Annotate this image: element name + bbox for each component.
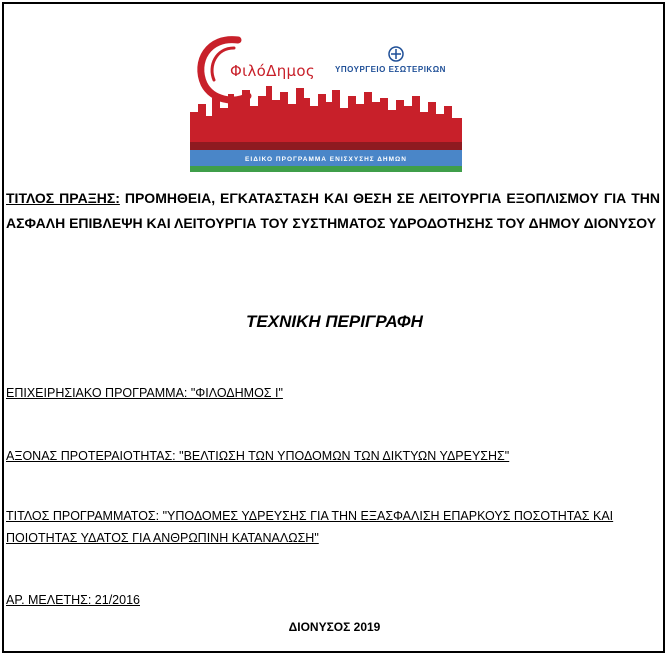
study-number-field: ΑΡ. ΜΕΛΕΤΗΣ: 21/2016 xyxy=(6,593,140,607)
banner-text: ΕΙΔΙΚΟ ΠΡΟΓΡΑΜΜΑ ΕΝΙΣΧΥΣΗΣ ΔΗΜΩΝ xyxy=(245,156,407,163)
filodimos-logo-text: ΦιλόΔημος xyxy=(230,62,315,80)
priority-axis-field: ΑΞΟΝΑΣ ΠΡΟΤΕΡΑΙΟΤΗΤΑΣ: "ΒΕΛΤΙΩΣΗ ΤΩΝ ΥΠΟΔΟΜΩΝ ΤΩΝ ΔΙΚΤΥΩΝ ΥΔΡΕΥΣΗΣ" xyxy=(6,449,510,463)
project-title-text: ΠΡΟΜΗΘΕΙΑ, ΕΓΚΑΤΑΣΤΑΣΗ ΚΑΙ ΘΕΣΗ ΣΕ ΛΕΙΤΟΥΡΓΙΑ ΕΞΟΠΛΙΣΜΟΥ ΓΙΑ ΤΗΝ ΑΣΦΑΛΗ ΕΠΙΒΛΕΨΗ ΚΑΙ ΛΕΙΤΟΥΡΓΙΑ ΤΟΥ ΣΥΣΤΗΜΑΤΟΣ ΥΔΡΟΔΟΤΗΣΗΣ ΤΟΥ ΔΗΜΟΥ ΔΙΟΝΥΣΟΥ xyxy=(6,190,660,231)
place-date: ΔΙΟΝΥΣΟΣ 2019 xyxy=(288,620,381,634)
ministry-logo-text: ΥΠΟΥΡΓΕΙΟ ΕΣΩΤΕΡΙΚΩΝ xyxy=(335,65,446,74)
project-title xyxy=(6,186,660,236)
logo-graphic xyxy=(190,32,462,172)
operational-program-field: ΕΠΙΧΕΙΡΗΣΙΑΚΟ ΠΡΟΓΡΑΜΜΑ: "ΦΙΛΟΔΗΜΟΣ Ι" xyxy=(6,386,283,400)
filodimos-logo xyxy=(190,32,462,172)
project-title-label: ΤΙΤΛΟΣ ΠΡΑΞΗΣ: xyxy=(6,190,120,206)
program-title-field: ΤΙΤΛΟΣ ΠΡΟΓΡΑΜΜΑΤΟΣ: "ΥΠΟΔΟΜΕΣ ΥΔΡΕΥΣΗΣ ΓΙΑ ΤΗΝ ΕΞΑΣΦΑΛΙΣΗ ΕΠΑΡΚΟΥΣ ΠΟΣΟΤΗΤΑΣ ΚΑΙ ΠΟΙΟΤΗΤΑΣ ΥΔΑΤΟΣ ΓΙΑ ΑΝΘΡΩΠΙΝΗ ΚΑΤΑΝΑΛΩΣΗ" xyxy=(6,509,614,545)
document-heading: ΤΕΧΝΙΚΗ ΠΕΡΙΓΡΑΦΗ xyxy=(246,312,423,331)
